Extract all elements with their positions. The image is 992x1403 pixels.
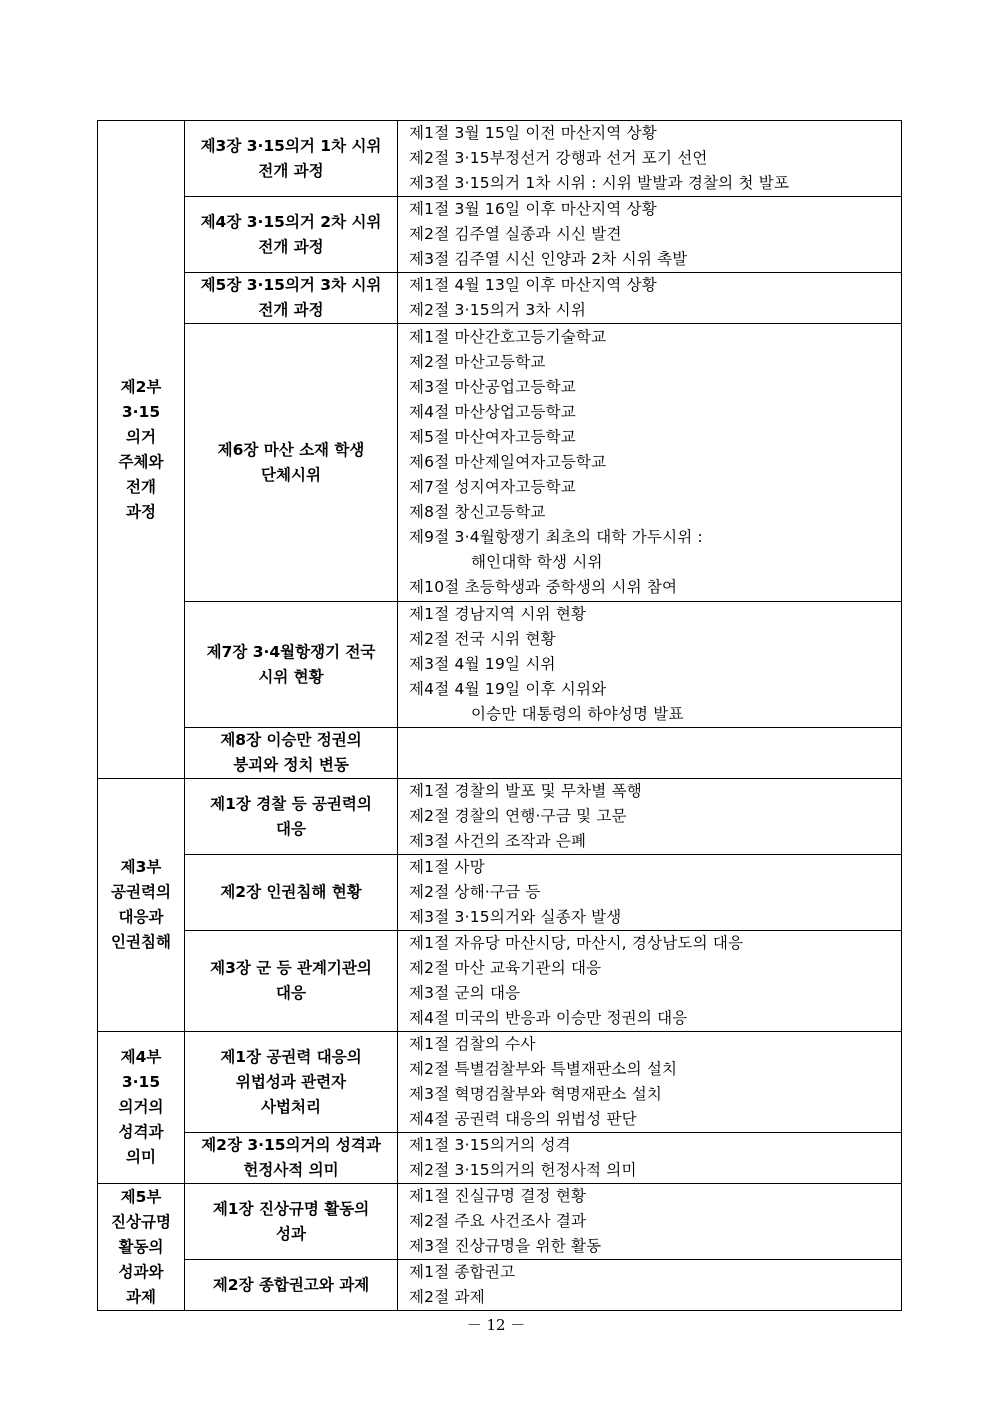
- section-item: 제2절 상해·구금 등: [409, 883, 541, 901]
- section-item: 제2절 특별검찰부와 특별재판소의 설치: [409, 1060, 678, 1078]
- chapter-cell: 제2장 3·15의거의 성격과 헌정사적 의미: [185, 1133, 398, 1184]
- chapter-cell: 제7장 3·4월항쟁기 전국 시위 현황: [185, 602, 398, 728]
- section-item-continuation: 해인대학 학생 시위: [471, 553, 603, 571]
- chapter-cell: 제1장 진상규명 활동의 성과: [185, 1184, 398, 1260]
- chapter-cell: 제8장 이승만 정권의 붕괴와 정치 변동: [185, 728, 398, 779]
- chapter-cell: 제1장 공권력 대응의 위법성과 관련자 사법처리: [185, 1032, 398, 1133]
- section-item: 제1절 마산간호고등기술학교: [409, 328, 607, 346]
- sections-cell: [398, 1260, 902, 1311]
- section-item: 제3절 마산공업고등학교: [409, 378, 576, 396]
- section-item-continuation: 이승만 대통령의 하야성명 발표: [471, 705, 684, 723]
- table-row: [98, 855, 902, 931]
- section-item: 제1절 자유당 마산시당, 마산시, 경상남도의 대응: [409, 934, 744, 952]
- section-item: 제3절 군의 대응: [409, 984, 521, 1002]
- part-cell: 제4부 3·15 의거의 성격과 의미: [98, 1032, 185, 1184]
- section-item: 제1절 경남지역 시위 현황: [409, 605, 587, 623]
- sections-cell-empty: [398, 728, 902, 779]
- sections-cell: [398, 1032, 902, 1133]
- section-item: 제1절 진실규명 결정 현황: [409, 1187, 587, 1205]
- section-item: 제1절 3·15의거의 성격: [409, 1136, 571, 1154]
- section-item: 제1절 검찰의 수사: [409, 1035, 536, 1053]
- table-row: [98, 931, 902, 1032]
- sections-cell: [398, 931, 902, 1032]
- chapter-cell: 제2장 종합권고와 과제: [185, 1260, 398, 1311]
- section-item: 제5절 마산여자고등학교: [409, 428, 576, 446]
- sections-cell: [398, 855, 902, 931]
- section-item: 제1절 3월 15일 이전 마산지역 상황: [409, 124, 657, 142]
- sections-cell: [398, 324, 902, 602]
- section-item: 제3절 3·15의거 1차 시위 : 시위 발발과 경찰의 첫 발포: [409, 174, 790, 192]
- section-item: 제2절 3·15의거 3차 시위: [409, 301, 587, 319]
- table-row: [98, 1032, 902, 1133]
- section-item: 제6절 마산제일여자고등학교: [409, 453, 607, 471]
- chapter-cell: 제2장 인권침해 현황: [185, 855, 398, 931]
- section-item: 제1절 경찰의 발포 및 무차별 폭행: [409, 782, 642, 800]
- section-item: 제2절 과제: [409, 1288, 485, 1306]
- sections-cell: [398, 779, 902, 855]
- section-item: 제4절 미국의 반응과 이승만 정권의 대응: [409, 1009, 688, 1027]
- section-item: 제1절 종합권고: [409, 1263, 516, 1281]
- section-item: 제4절 공권력 대응의 위법성 판단: [409, 1110, 637, 1128]
- table-row: [98, 1260, 902, 1311]
- section-item: 제9절 3·4월항쟁기 최초의 대학 가두시위 :: [409, 528, 703, 546]
- section-item: 제3절 3·15의거와 실종자 발생: [409, 908, 622, 926]
- chapter-cell: 제6장 마산 소재 학생 단체시위: [185, 324, 398, 602]
- section-item: 제4절 마산상업고등학교: [409, 403, 576, 421]
- table-row: [98, 1133, 902, 1184]
- section-item: 제2절 전국 시위 현황: [409, 630, 556, 648]
- section-item: 제2절 김주열 실종과 시신 발견: [409, 225, 622, 243]
- table-row: [98, 273, 902, 324]
- chapter-cell: 제5장 3·15의거 3차 시위 전개 과정: [185, 273, 398, 324]
- table-row: [98, 121, 902, 197]
- sections-cell: [398, 273, 902, 324]
- section-item: 제1절 사망: [409, 858, 485, 876]
- toc-body: [98, 121, 902, 1311]
- chapter-cell: 제1장 경찰 등 공권력의 대응: [185, 779, 398, 855]
- toc-table: [97, 120, 902, 1311]
- section-item: 제4절 4월 19일 이후 시위와: [409, 680, 607, 698]
- section-item: 제8절 창신고등학교: [409, 503, 546, 521]
- sections-cell: [398, 1133, 902, 1184]
- section-item: 제3절 사건의 조작과 은폐: [409, 832, 587, 850]
- section-item: 제7절 성지여자고등학교: [409, 478, 576, 496]
- table-row: [98, 779, 902, 855]
- part-cell: 제3부 공권력의 대응과 인권침해: [98, 779, 185, 1032]
- section-item: 제3절 혁명검찰부와 혁명재판소 설치: [409, 1085, 663, 1103]
- table-row: [98, 728, 902, 779]
- section-item: 제2절 3·15의거의 헌정사적 의미: [409, 1161, 637, 1179]
- section-item: 제2절 주요 사건조사 결과: [409, 1212, 587, 1230]
- section-item: 제1절 4월 13일 이후 마산지역 상황: [409, 276, 657, 294]
- table-row: [98, 602, 902, 728]
- section-item: 제2절 경찰의 연행·구금 및 고문: [409, 807, 627, 825]
- section-item: 제3절 김주열 시신 인양과 2차 시위 촉발: [409, 250, 688, 268]
- section-item: 제3절 4월 19일 시위: [409, 655, 556, 673]
- section-item: 제2절 마산 교육기관의 대응: [409, 959, 602, 977]
- part-cell: 제2부 3·15 의거 주체와 전개 과정: [98, 121, 185, 779]
- chapter-cell: 제3장 3·15의거 1차 시위 전개 과정: [185, 121, 398, 197]
- section-item: 제2절 3·15부정선거 강행과 선거 포기 선언: [409, 149, 708, 167]
- section-item: 제2절 마산고등학교: [409, 353, 546, 371]
- chapter-cell: 제3장 군 등 관계기관의 대응: [185, 931, 398, 1032]
- sections-cell: [398, 121, 902, 197]
- sections-cell: [398, 1184, 902, 1260]
- sections-cell: [398, 602, 902, 728]
- table-row: [98, 324, 902, 602]
- section-item: 제3절 진상규명을 위한 활동: [409, 1237, 602, 1255]
- section-item: 제10절 초등학생과 중학생의 시위 참여: [409, 578, 678, 596]
- page-number: － 12 －: [466, 1316, 526, 1334]
- table-row: [98, 1184, 902, 1260]
- part-cell: 제5부 진상규명 활동의 성과와 과제: [98, 1184, 185, 1311]
- section-item: 제1절 3월 16일 이후 마산지역 상황: [409, 200, 657, 218]
- sections-cell: [398, 197, 902, 273]
- chapter-cell: 제4장 3·15의거 2차 시위 전개 과정: [185, 197, 398, 273]
- table-row: [98, 197, 902, 273]
